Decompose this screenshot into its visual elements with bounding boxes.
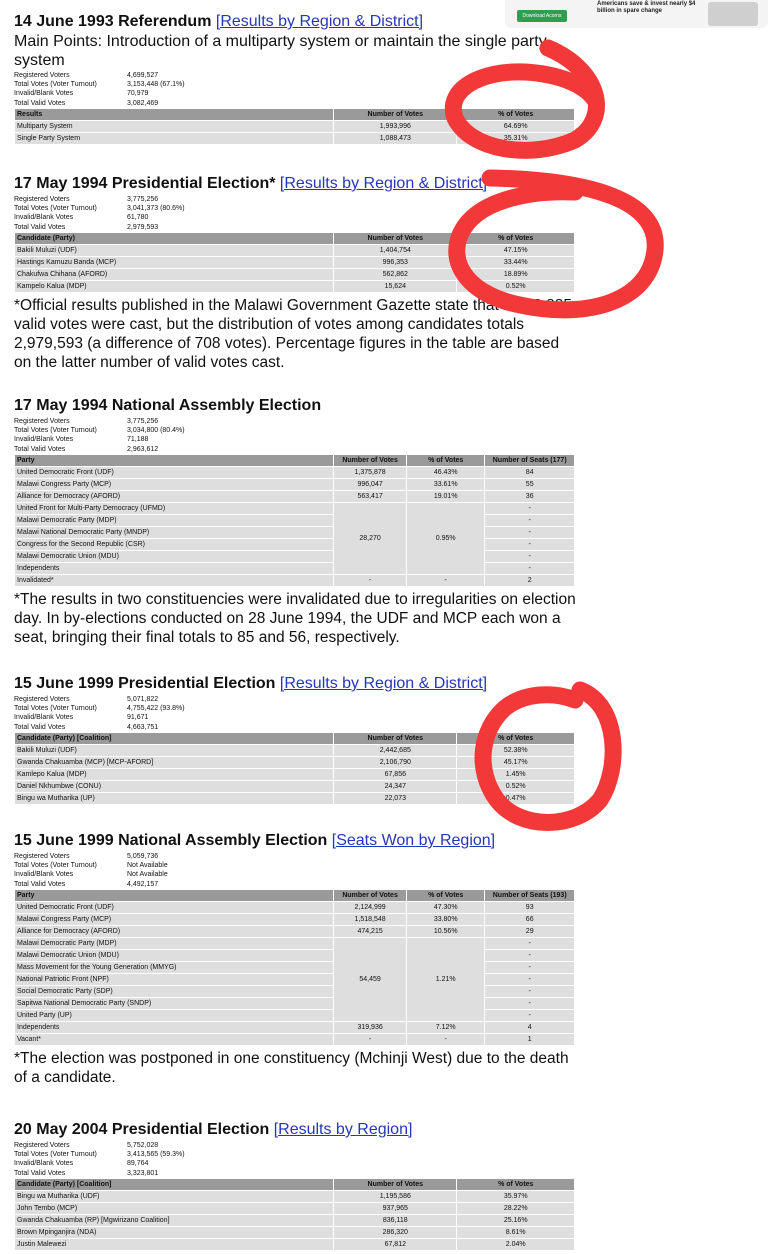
table-cell: - xyxy=(407,574,485,586)
table-cell: Bingu wa Mutharika (UP) xyxy=(15,792,334,804)
column-header: Candidate (Party) [Coalition] xyxy=(15,1178,334,1190)
table-cell: Brown Mpinganjira (NDA) xyxy=(15,1226,334,1238)
table-cell: 35.31% xyxy=(457,132,575,144)
column-header: Candidate (Party) [Coalition] xyxy=(15,732,334,744)
table-cell: United Democratic Front (UDF) xyxy=(15,901,334,913)
results-table xyxy=(14,1178,575,1251)
table-cell: 33.80% xyxy=(407,913,485,925)
table-cell: 996,047 xyxy=(334,478,407,490)
table-cell: Chakufwa Chihana (AFORD) xyxy=(15,268,334,280)
stat-label: Invalid/Blank Votes xyxy=(14,714,74,722)
stat-label: Registered Voters xyxy=(14,72,70,79)
table-row xyxy=(15,280,575,292)
table-cell: 8.61% xyxy=(457,1226,575,1238)
ad-image xyxy=(708,2,758,26)
table-cell: 33.44% xyxy=(457,256,575,268)
table-cell: 836,118 xyxy=(334,1214,457,1226)
section-presidential-2004 xyxy=(14,1120,579,1251)
stat-label: Total Votes (Voter Turnout) xyxy=(14,427,97,435)
table-cell: 36 xyxy=(485,490,575,502)
table-row xyxy=(15,985,575,997)
section-title: 15 June 1999 National Assembly Election [Seats Won by Region] xyxy=(14,832,496,849)
stat-value: 2,979,593 xyxy=(127,223,159,231)
table-cell: John Tembo (MCP) xyxy=(15,1202,334,1214)
section-title: 20 May 2004 Presidential Election [Results by Region] xyxy=(14,1121,413,1138)
stat-row xyxy=(14,89,579,98)
footnote: *Official results published in the Malawi Government Gazette state that 2,978,885 valid votes were cast, but the distribution of votes among candidates totals 2,979,593 (a difference of 708 votes). Percentage figures in the table are based on the latter number of valid votes cast. xyxy=(14,296,573,371)
table-cell: 29 xyxy=(485,925,575,937)
stat-label: Total Votes (Voter Turnout) xyxy=(14,205,97,213)
table-row xyxy=(15,268,575,280)
table-cell: Kampelo Kalua (MDP) xyxy=(15,280,334,292)
table-cell: 33.61% xyxy=(407,478,485,490)
table-cell: 45.17% xyxy=(457,756,575,768)
table-cell: United Front for Multi-Party Democracy (UFMD) xyxy=(15,502,334,514)
stat-value: 4,663,751 xyxy=(127,723,159,731)
table-cell: National Patriotic Front (NPF) xyxy=(15,973,334,985)
stat-row xyxy=(14,852,579,861)
table-cell: 286,320 xyxy=(334,1226,457,1238)
table-cell: Alliance for Democracy (AFORD) xyxy=(15,925,334,937)
table-cell: 47.15% xyxy=(457,244,575,256)
table-cell: 55 xyxy=(485,478,575,490)
table-cell: United Democratic Front (UDF) xyxy=(15,466,334,478)
stat-value: 91,671 xyxy=(127,714,149,722)
stat-label: Invalid/Blank Votes xyxy=(14,1160,74,1168)
seats-cell: - xyxy=(485,1009,575,1021)
table-row xyxy=(15,562,575,574)
stat-value: 4,699,527 xyxy=(127,72,159,79)
seats-cell: - xyxy=(485,985,575,997)
column-header: Number of Votes xyxy=(334,889,407,901)
stat-row xyxy=(14,71,579,80)
stat-label: Total Votes (Voter Turnout) xyxy=(14,81,97,89)
stat-value: 3,041,373 (80.6%) xyxy=(127,205,185,213)
stats-block xyxy=(14,1141,579,1178)
stats-block xyxy=(14,852,579,889)
column-header: Candidate (Party) xyxy=(15,232,334,244)
table-cell: Bakili Muluzi (UDF) xyxy=(15,744,334,756)
table-cell: 1,518,548 xyxy=(334,913,407,925)
stat-label: Invalid/Blank Votes xyxy=(14,90,74,98)
column-header: % of Votes xyxy=(457,1178,575,1190)
table-row xyxy=(15,1238,575,1250)
stat-label: Invalid/Blank Votes xyxy=(14,436,74,444)
results-link[interactable]: [Results by Region] xyxy=(273,1121,413,1138)
seats-cell: - xyxy=(485,526,575,538)
table-cell: 0.52% xyxy=(457,780,575,792)
stat-row xyxy=(14,1141,579,1150)
table-cell: Daniel Nkhumbwe (CONU) xyxy=(15,780,334,792)
table-cell: 25.16% xyxy=(457,1214,575,1226)
stat-label: Registered Voters xyxy=(14,696,70,703)
table-cell: 1 xyxy=(485,1033,575,1045)
table-cell: 66 xyxy=(485,913,575,925)
table-cell: 2,124,999 xyxy=(334,901,407,913)
results-link[interactable]: [Results by Region & District] xyxy=(279,175,488,192)
table-cell: Malawi Congress Party (MCP) xyxy=(15,913,334,925)
table-row xyxy=(15,502,575,514)
table-cell: 319,936 xyxy=(334,1021,407,1033)
table-row xyxy=(15,466,575,478)
footnote: *The election was postponed in one constituency (Mchinji West) due to the death of a candidate. xyxy=(14,1049,569,1086)
ad-text: Americans save & invest nearly $4 billion in spare change xyxy=(597,1,696,14)
stat-value: 3,775,256 xyxy=(127,196,159,203)
results-link[interactable]: [Results by Region & District] xyxy=(215,13,424,30)
stat-value: 5,059,736 xyxy=(127,853,159,860)
table-cell: Malawi Democratic Union (MDU) xyxy=(15,550,334,562)
section-title: 17 May 1994 Presidential Election* [Results by Region & District] xyxy=(14,175,488,192)
ad-download-button[interactable]: Download Acorns xyxy=(517,10,567,22)
stat-row xyxy=(14,704,579,713)
stat-label: Total Votes (Voter Turnout) xyxy=(14,705,97,713)
table-cell: Gwanda Chakuamba (MCP) [MCP-AFORD] xyxy=(15,756,334,768)
stat-value: 3,034,800 (80.4%) xyxy=(127,427,185,435)
stat-value: Not Available xyxy=(127,871,168,879)
stat-value: 61,780 xyxy=(127,214,149,222)
table-cell: Malawi Democratic Union (MDU) xyxy=(15,949,334,961)
column-header: Party xyxy=(15,889,334,901)
stat-value: 4,755,422 (93.8%) xyxy=(127,705,185,713)
table-cell: - xyxy=(334,574,407,586)
stat-row xyxy=(14,213,579,222)
table-row xyxy=(15,1033,575,1045)
table-row xyxy=(15,780,575,792)
table-row xyxy=(15,1021,575,1033)
table-row xyxy=(15,526,575,538)
results-table xyxy=(14,454,575,587)
table-cell: 22,073 xyxy=(334,792,457,804)
table-row xyxy=(15,744,575,756)
stat-row xyxy=(14,861,579,870)
table-row xyxy=(15,574,575,586)
table-cell: 474,215 xyxy=(334,925,407,937)
section-referendum-1993 xyxy=(14,12,579,145)
table-cell: Multiparty System xyxy=(15,120,334,132)
table-cell: Bingu wa Mutharika (UDF) xyxy=(15,1190,334,1202)
table-cell: 996,353 xyxy=(334,256,457,268)
section-assembly-1999 xyxy=(14,831,579,1087)
table-cell: 2,106,790 xyxy=(334,756,457,768)
stat-value: 70,979 xyxy=(127,90,149,98)
stat-row xyxy=(14,426,579,435)
table-cell: 1,404,754 xyxy=(334,244,457,256)
table-row xyxy=(15,1226,575,1238)
column-header: Number of Votes xyxy=(334,732,457,744)
column-header: Party xyxy=(15,454,334,466)
stat-label: Total Valid Votes xyxy=(14,723,66,731)
stat-row xyxy=(14,880,579,889)
table-row xyxy=(15,913,575,925)
stats-block xyxy=(14,695,579,732)
table-cell: 93 xyxy=(485,901,575,913)
table-cell: Social Democratic Party (SDP) xyxy=(15,985,334,997)
results-table xyxy=(14,232,575,293)
stat-value: 3,323,801 xyxy=(127,1169,159,1177)
table-cell: 15,624 xyxy=(334,280,457,292)
seats-cell: - xyxy=(485,514,575,526)
grouped-votes-cell: 28,270 xyxy=(334,502,407,574)
column-header: Number of Votes xyxy=(334,108,457,120)
stat-row xyxy=(14,1150,579,1159)
table-cell: 2 xyxy=(485,574,575,586)
section-presidential-1994 xyxy=(14,174,579,372)
stat-row xyxy=(14,195,579,204)
stat-label: Registered Voters xyxy=(14,1142,70,1149)
results-table xyxy=(14,889,575,1046)
table-cell: Invalidated* xyxy=(15,574,334,586)
stat-value: 71,188 xyxy=(127,436,149,444)
table-cell: Justin Malewezi xyxy=(15,1238,334,1250)
seats-cell: - xyxy=(485,538,575,550)
seats-cell: - xyxy=(485,961,575,973)
column-header: Number of Votes xyxy=(334,232,457,244)
footnote: *The results in two constituencies were invalidated due to irregularities on election day. In by-elections conducted on 28 June 1994, the UDF and MCP each won a seat, bringing their final totals to 85 and 56, respectively. xyxy=(14,590,576,646)
table-row xyxy=(15,538,575,550)
table-cell: 1,088,473 xyxy=(334,132,457,144)
table-row xyxy=(15,120,575,132)
main-points: Main Points: Introduction of a multiparty system or maintain the single party system xyxy=(14,33,547,69)
seats-cell: - xyxy=(485,502,575,514)
stat-label: Total Valid Votes xyxy=(14,880,66,888)
results-link[interactable]: [Results by Region & District] xyxy=(279,675,488,692)
stat-label: Invalid/Blank Votes xyxy=(14,214,74,222)
table-row xyxy=(15,925,575,937)
table-cell: 1.45% xyxy=(457,768,575,780)
table-cell: 2.04% xyxy=(457,1238,575,1250)
table-cell: Congress for the Second Republic (CSR) xyxy=(15,538,334,550)
table-cell: Single Party System xyxy=(15,132,334,144)
table-cell: Vacant* xyxy=(15,1033,334,1045)
stat-row xyxy=(14,870,579,879)
stat-row xyxy=(14,435,579,444)
column-header: % of Votes xyxy=(457,732,575,744)
table-row xyxy=(15,550,575,562)
stats-block xyxy=(14,195,579,232)
table-row xyxy=(15,768,575,780)
table-cell: 35.97% xyxy=(457,1190,575,1202)
table-cell: Sapitwa National Democratic Party (SNDP) xyxy=(15,997,334,1009)
table-cell: Independents xyxy=(15,1021,334,1033)
results-table xyxy=(14,732,575,805)
section-assembly-1994 xyxy=(14,396,579,647)
table-row xyxy=(15,961,575,973)
seats-cell: - xyxy=(485,973,575,985)
table-cell: 47.30% xyxy=(407,901,485,913)
stat-row xyxy=(14,417,579,426)
stat-row xyxy=(14,80,579,89)
seats-cell: - xyxy=(485,562,575,574)
table-row xyxy=(15,792,575,804)
table-cell: Malawi National Democratic Party (MNDP) xyxy=(15,526,334,538)
table-cell: Bakili Muluzi (UDF) xyxy=(15,244,334,256)
table-row xyxy=(15,1190,575,1202)
table-cell: 1,375,878 xyxy=(334,466,407,478)
stat-label: Total Valid Votes xyxy=(14,445,66,453)
stat-row xyxy=(14,204,579,213)
table-cell: 28.22% xyxy=(457,1202,575,1214)
table-row xyxy=(15,132,575,144)
stat-value: 5,752,028 xyxy=(127,1142,159,1149)
table-cell: 4 xyxy=(485,1021,575,1033)
table-row xyxy=(15,756,575,768)
table-cell: Mass Movement for the Young Generation (MMYG) xyxy=(15,961,334,973)
column-header: % of Votes xyxy=(407,454,485,466)
table-row xyxy=(15,478,575,490)
seats-cell: - xyxy=(485,550,575,562)
stat-label: Total Votes (Voter Turnout) xyxy=(14,1151,97,1159)
column-header: Number of Votes xyxy=(334,454,407,466)
stat-label: Total Valid Votes xyxy=(14,99,66,107)
table-cell: 0.52% xyxy=(457,280,575,292)
table-cell: Hastings Kamuzu Banda (MCP) xyxy=(15,256,334,268)
table-cell: 24,347 xyxy=(334,780,457,792)
table-cell: Kamlepo Kalua (MDP) xyxy=(15,768,334,780)
column-header: Number of Seats (177) xyxy=(485,454,575,466)
stat-label: Total Valid Votes xyxy=(14,223,66,231)
table-row xyxy=(15,1214,575,1226)
stats-block xyxy=(14,417,579,454)
table-cell: 67,856 xyxy=(334,768,457,780)
table-row xyxy=(15,949,575,961)
stat-row xyxy=(14,723,579,732)
stat-value: 2,963,612 xyxy=(127,445,159,453)
stat-label: Invalid/Blank Votes xyxy=(14,871,74,879)
stat-row xyxy=(14,713,579,722)
table-cell: Alliance for Democracy (AFORD) xyxy=(15,490,334,502)
stat-label: Registered Voters xyxy=(14,196,70,203)
column-header: Number of Votes xyxy=(334,1178,457,1190)
stat-row xyxy=(14,445,579,454)
column-header: % of Votes xyxy=(457,108,575,120)
table-cell: 0.47% xyxy=(457,792,575,804)
column-header: Number of Seats (193) xyxy=(485,889,575,901)
table-cell: 18.89% xyxy=(457,268,575,280)
table-cell: Malawi Democratic Party (MDP) xyxy=(15,514,334,526)
table-row xyxy=(15,973,575,985)
grouped-votes-cell: 54,459 xyxy=(334,937,407,1021)
table-cell: 1,993,996 xyxy=(334,120,457,132)
table-cell: 84 xyxy=(485,466,575,478)
table-cell: - xyxy=(407,1033,485,1045)
table-cell: 563,417 xyxy=(334,490,407,502)
table-row xyxy=(15,901,575,913)
section-title: 17 May 1994 National Assembly Election xyxy=(14,397,322,414)
section-presidential-1999 xyxy=(14,674,579,805)
table-cell: - xyxy=(334,1033,407,1045)
column-header: % of Votes xyxy=(457,232,575,244)
stat-label: Total Valid Votes xyxy=(14,1169,66,1177)
table-cell: 46.43% xyxy=(407,466,485,478)
stat-value: 4,492,157 xyxy=(127,880,159,888)
table-cell: 2,442,685 xyxy=(334,744,457,756)
table-cell: Gwanda Chakuamba (RP) [Mgwirizano Coalition] xyxy=(15,1214,334,1226)
table-cell: 937,965 xyxy=(334,1202,457,1214)
table-row xyxy=(15,1202,575,1214)
stat-label: Registered Voters xyxy=(14,418,70,425)
table-cell: United Party (UP) xyxy=(15,1009,334,1021)
table-cell: Independents xyxy=(15,562,334,574)
seats-cell: - xyxy=(485,937,575,949)
stat-value: 5,071,822 xyxy=(127,696,159,703)
table-cell: 19.01% xyxy=(407,490,485,502)
stat-row xyxy=(14,99,579,108)
stat-row xyxy=(14,695,579,704)
stat-row xyxy=(14,223,579,232)
table-cell: 10.56% xyxy=(407,925,485,937)
table-cell: Malawi Democratic Party (MDP) xyxy=(15,937,334,949)
stat-row xyxy=(14,1159,579,1168)
stat-value: 3,775,256 xyxy=(127,418,159,425)
column-header: Results xyxy=(15,108,334,120)
seats-cell: - xyxy=(485,997,575,1009)
table-cell: 562,862 xyxy=(334,268,457,280)
results-link[interactable]: [Seats Won by Region] xyxy=(331,832,496,849)
stat-value: 89,764 xyxy=(127,1160,149,1168)
section-title: 15 June 1999 Presidential Election [Results by Region & District] xyxy=(14,675,488,692)
stat-value: Not Available xyxy=(127,862,168,870)
column-header: % of Votes xyxy=(407,889,485,901)
table-row xyxy=(15,937,575,949)
stat-value: 3,413,565 (59.3%) xyxy=(127,1151,185,1159)
table-cell: 1,195,586 xyxy=(334,1190,457,1202)
table-cell: 7.12% xyxy=(407,1021,485,1033)
seats-cell: - xyxy=(485,949,575,961)
table-cell: 52.38% xyxy=(457,744,575,756)
table-row xyxy=(15,244,575,256)
stat-label: Total Votes (Voter Turnout) xyxy=(14,862,97,870)
table-row xyxy=(15,997,575,1009)
section-title: 14 June 1993 Referendum [Results by Region & District] xyxy=(14,13,424,30)
table-row xyxy=(15,490,575,502)
stat-row xyxy=(14,1169,579,1178)
table-row xyxy=(15,256,575,268)
stat-label: Registered Voters xyxy=(14,853,70,860)
stat-value: 3,082,469 xyxy=(127,99,159,107)
table-cell: Malawi Congress Party (MCP) xyxy=(15,478,334,490)
grouped-pct-cell: 1.21% xyxy=(407,937,485,1021)
table-cell: 67,812 xyxy=(334,1238,457,1250)
stat-value: 3,153,448 (67.1%) xyxy=(127,81,185,89)
results-table xyxy=(14,108,575,145)
stats-block xyxy=(14,71,579,108)
table-cell: 64.69% xyxy=(457,120,575,132)
table-row xyxy=(15,1009,575,1021)
table-row xyxy=(15,514,575,526)
grouped-pct-cell: 0.95% xyxy=(407,502,485,574)
